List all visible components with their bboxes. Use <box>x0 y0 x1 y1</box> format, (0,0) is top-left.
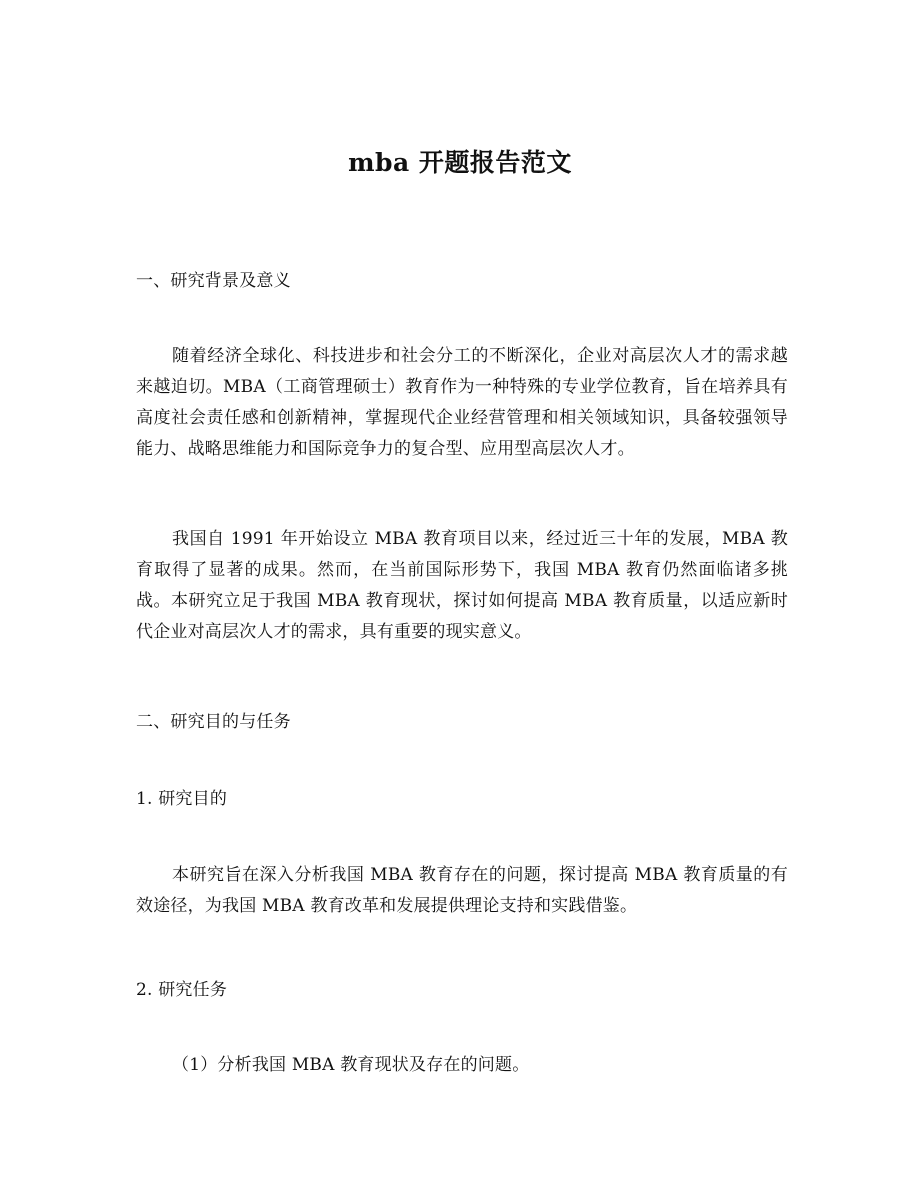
document-title: mba 开题报告范文 <box>348 148 572 177</box>
task-item-1: （1）分析我国 MBA 教育现状及存在的问题。 <box>172 1055 530 1075</box>
subsection-1-heading: 1. 研究目的 <box>136 789 228 809</box>
section-2-heading: 二、研究目的与任务 <box>136 712 291 732</box>
section-1-paragraph-1: 随着经济全球化、科技进步和社会分工的不断深化，企业对高层次人才的需求越来越迫切。MBA（工商管理硕士）教育作为一种特殊的专业学位教育，旨在培养具有高度社会责任感和创新精神，掌握现代企业经营管理和相关领域知识，具备较强领导能力、战略思维能力和国际竞争力的复合型、应用型高层次人才。 <box>136 346 788 459</box>
subsection-2-heading: 2. 研究任务 <box>136 980 228 1000</box>
subsection-1-paragraph: 本研究旨在深入分析我国 MBA 教育存在的问题，探讨提高 MBA 教育质量的有效途径，为我国 MBA 教育改革和发展提供理论支持和实践借鉴。 <box>136 865 788 916</box>
section-1-heading: 一、研究背景及意义 <box>136 271 291 291</box>
section-1-paragraph-2: 我国自 1991 年开始设立 MBA 教育项目以来，经过近三十年的发展，MBA 教育取得了显著的成果。然而，在当前国际形势下，我国 MBA 教育仍然面临诸多挑战。本研究立足于我国 MBA 教育现状，探讨如何提高 MBA 教育质量，以适应新时代企业对高层次人才的需求，具有重要的现实意义。 <box>136 529 788 642</box>
